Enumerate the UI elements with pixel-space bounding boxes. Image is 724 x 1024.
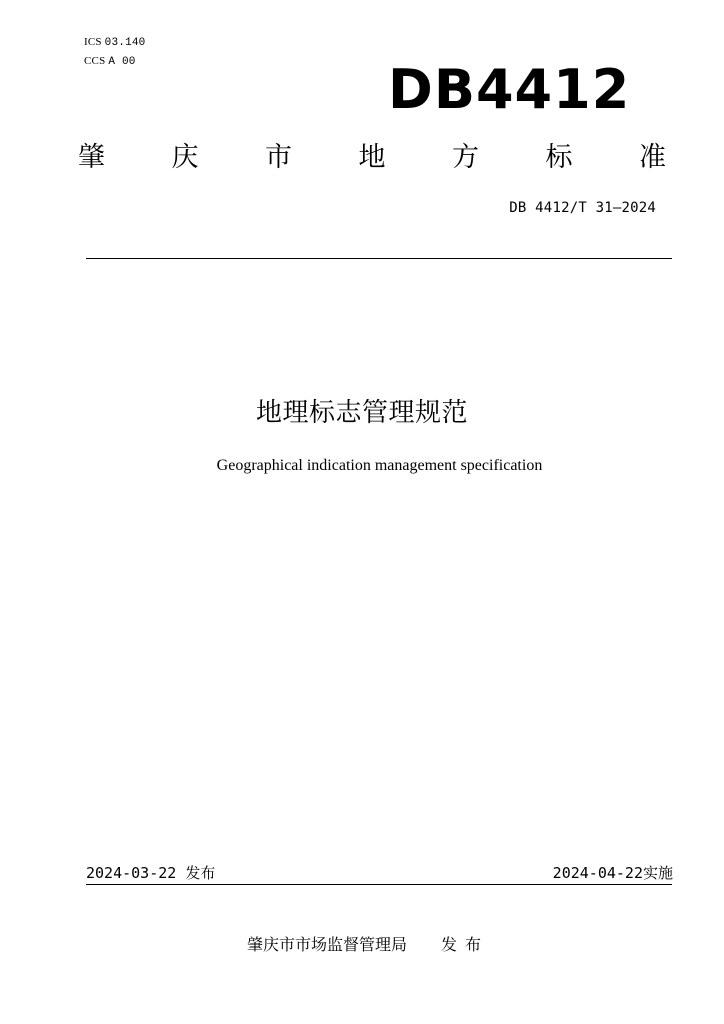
bottom-divider [86,884,672,885]
document-title-english: Geographical indication management specification [216,457,543,474]
ics-classification [84,36,145,50]
ccs-code: A 00 [108,56,136,68]
category-char: 市 [265,142,292,173]
top-divider [86,258,672,259]
publisher-action-char: 布 [465,935,482,954]
issue-date-line [86,862,215,884]
ics-code: 03.140 [104,37,146,49]
publisher-line [247,933,481,957]
ics-label: ICS [84,36,102,48]
standard-logo: DB4412 [388,58,631,121]
category-char: 标 [545,142,573,173]
implementation-date-line [553,862,673,884]
implementation-label: 实施 [642,864,673,882]
ccs-label: CCS [84,55,106,67]
implementation-date: 2024-04-22 [552,864,643,882]
ccs-classification [84,55,136,69]
document-title-chinese: 地理标志管理规范 [255,398,468,428]
publisher-action-char: 发 [441,935,458,954]
category-char: 准 [639,142,666,173]
category-char: 方 [452,142,479,173]
publisher-name: 肇庆市市场监督管理局 [247,935,408,954]
issue-label: 发布 [185,864,216,882]
standard-number: DB 4412/T 31—2024 [509,200,656,216]
standard-category [78,138,666,178]
issue-date: 2024-03-22 [86,864,177,882]
category-char: 地 [358,142,386,173]
category-char: 肇 [78,142,105,173]
category-char: 庆 [171,142,199,173]
